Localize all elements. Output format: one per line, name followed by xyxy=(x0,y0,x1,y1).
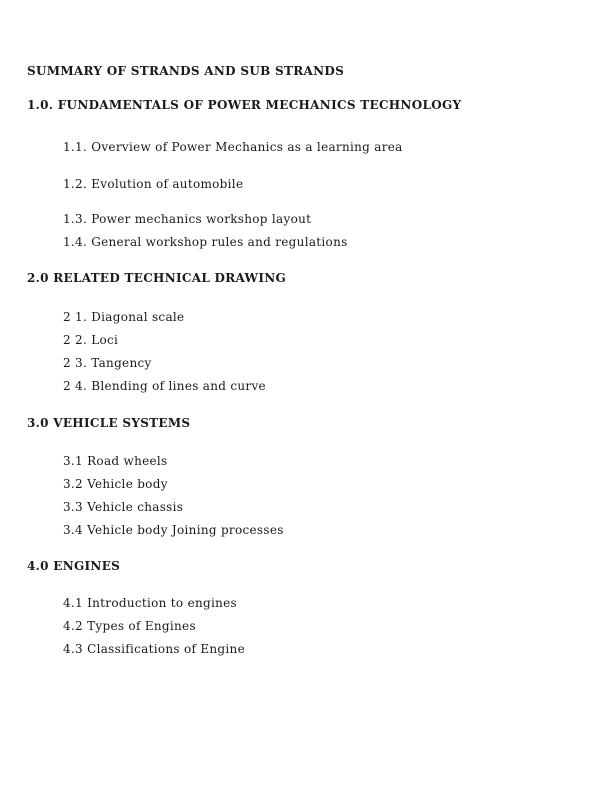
list-item: 3.3 Vehicle chassis xyxy=(63,500,184,514)
section-heading-2: 2.0 RELATED TECHNICAL DRAWING xyxy=(27,271,287,285)
list-item: 4.3 Classifications of Engine xyxy=(63,642,245,656)
section-heading-3: 3.0 VEHICLE SYSTEMS xyxy=(27,416,191,430)
list-item: 2 4. Blending of lines and curve xyxy=(63,379,266,393)
section-heading-1: 1.0. FUNDAMENTALS OF POWER MECHANICS TECHNOLOGY xyxy=(27,98,462,112)
list-item: 2 2. Loci xyxy=(63,333,119,347)
list-item: 1.1. Overview of Power Mechanics as a learning area xyxy=(63,140,403,154)
section-heading-4: 4.0 ENGINES xyxy=(27,559,121,573)
list-item: 2 3. Tangency xyxy=(63,356,152,370)
list-item: 4.2 Types of Engines xyxy=(63,619,196,633)
document-title: SUMMARY OF STRANDS AND SUB STRANDS xyxy=(27,64,345,78)
list-item: 2 1. Diagonal scale xyxy=(63,310,185,324)
list-item: 3.4 Vehicle body Joining processes xyxy=(63,523,284,537)
list-item: 3.1 Road wheels xyxy=(63,454,168,468)
list-item: 1.2. Evolution of automobile xyxy=(63,177,244,191)
list-item: 4.1 Introduction to engines xyxy=(63,596,238,610)
list-item: 3.2 Vehicle body xyxy=(63,477,168,491)
list-item: 1.3. Power mechanics workshop layout xyxy=(63,212,312,226)
list-item: 1.4. General workshop rules and regulations xyxy=(63,235,348,249)
